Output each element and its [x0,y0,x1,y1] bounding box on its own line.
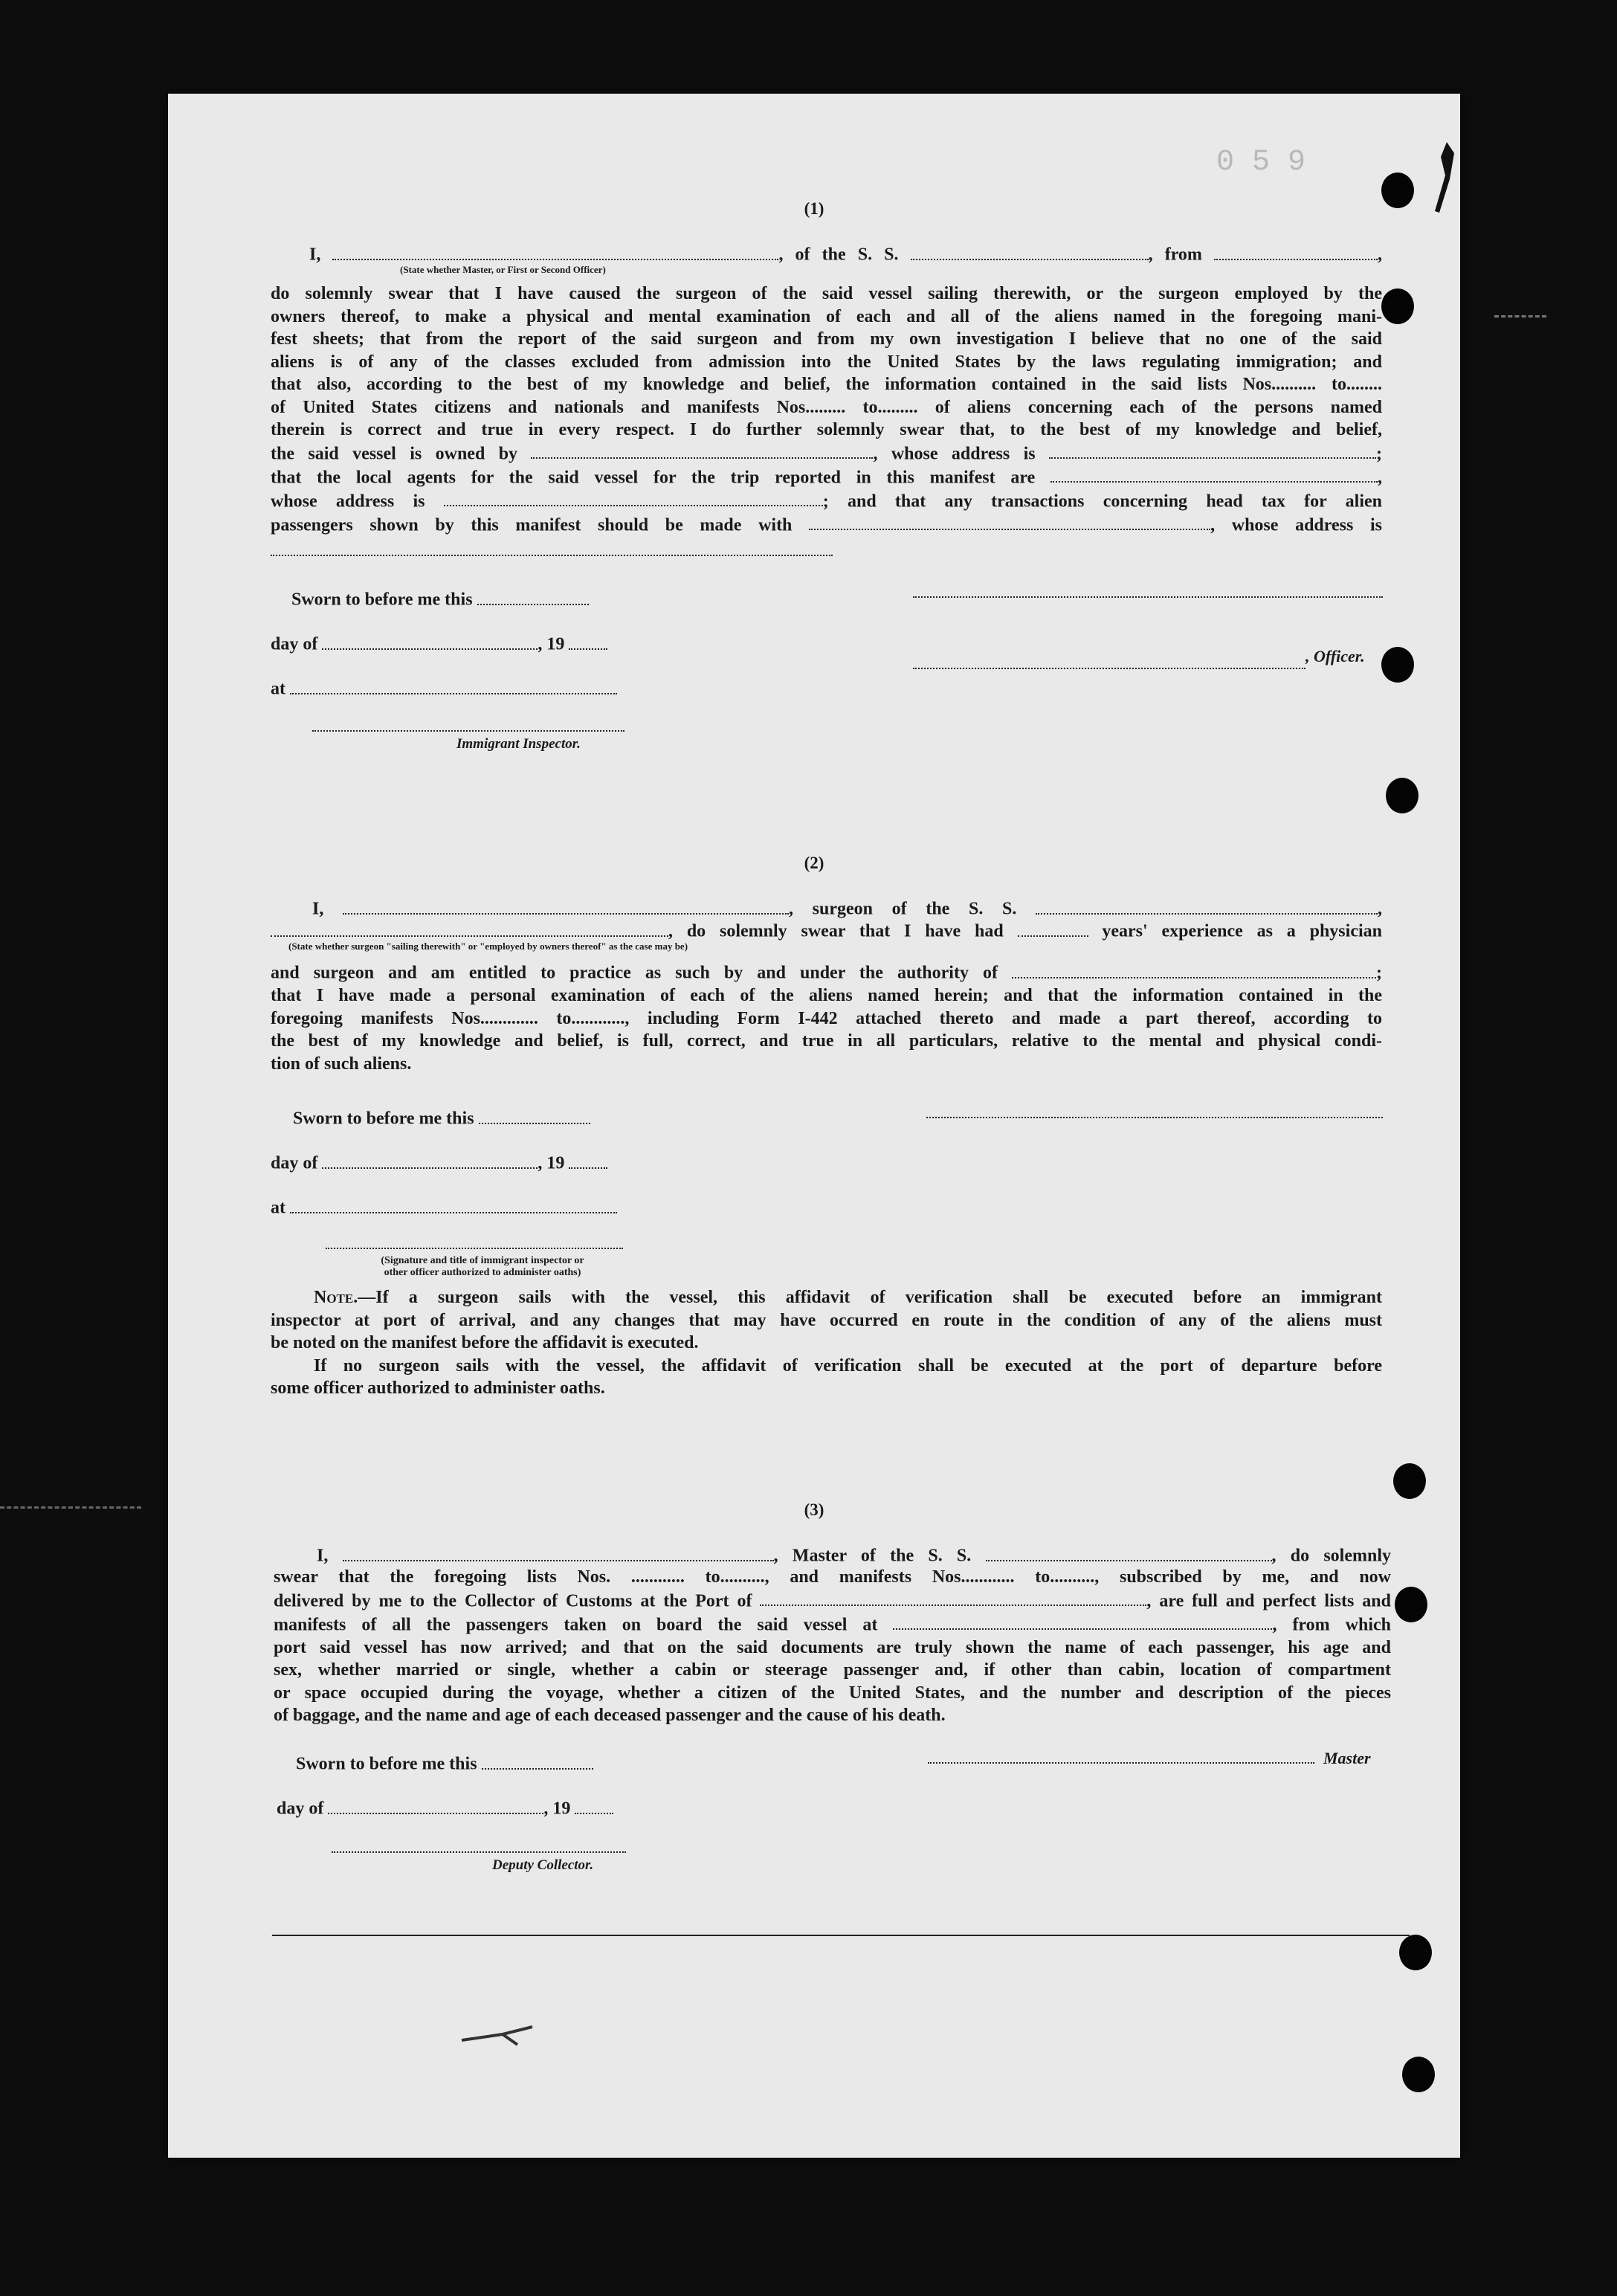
at-label-2: at [271,1196,617,1219]
collector-signature-line[interactable] [332,1851,626,1853]
sworn-day-field-3[interactable] [482,1752,593,1770]
inspector-label: Immigrant Inspector. [456,736,581,752]
section-2-heading-line: I, , surgeon of the S. S. , [312,897,1382,920]
punch-hole [1381,288,1414,324]
at-place-field-1[interactable] [290,677,617,694]
day-of-label-2: day of , 19 [271,1151,607,1175]
at-label-1: at [271,677,617,700]
punch-hole [1381,172,1414,208]
bleed-through-mark: 0 5 9 [1216,146,1306,179]
section-2-oath-text: and surgeon and am entitled to practice as such by and under the authority of ; that I have made a personal examination of each of the aliens named herein; and that the information contained in the foregoing manifests Nos............. to............, including Form I-442 attached thereto and made a part thereof, according to the best of my knowledge and belief, is full, correct, and true in all particulars, relative to the mental and physical condi- tion of such aliens. [271,961,1382,1075]
margin-mark [0,1506,141,1509]
verifier-signature-line[interactable] [326,1248,623,1249]
local-agents-field[interactable] [1050,465,1378,483]
margin-mark [1494,315,1546,317]
master-name-field[interactable] [343,1544,774,1561]
verifier-note-2: other officer authorized to administer oaths) [384,1267,581,1278]
officer-name-line[interactable] [913,596,1383,598]
from-port-field[interactable] [1214,242,1378,260]
section-3-oath-text: swear that the foregoing lists Nos. ............ to.........., and manifests Nos............ to.........., subscribed by me, and now delivered by me to the Collector of Customs at the Port of , are full and perfect lists and manifests of all the passengers taken on board the said vessel at , from which port said vessel has now arrived; and that on the said documents are truly shown the name of each passenger, his age and sex, whether married or single, whether a cabin or steerage passenger and, if other than cabin, location of compartment or space occupied during the voyage, whether a citizen of the United States, and the number and description of the pieces of baggage, and the name and age of each deceased passenger and the cause of his death. [274,1567,1392,1726]
section-1-heading-line: I, , of the S. S. , from , [309,242,1382,266]
sworn-label-3: Sworn to before me this [296,1752,593,1776]
rank-instruction: (State whether Master, or First or Second Officer) [400,264,606,275]
pencil-scratch-mark [458,2012,547,2049]
day-of-label-3: day of , 19 [277,1796,613,1820]
practice-authority-field[interactable] [1012,961,1376,978]
torn-corner-mark [1432,138,1469,220]
section-3-number: (3) [804,1500,824,1519]
section-3-heading-line: I, , Master of the S. S. , do solemnly [317,1544,1391,1567]
agents-address-field[interactable] [444,489,823,507]
surgeon-signature-line[interactable] [926,1117,1383,1118]
master-label: Master [1323,1749,1371,1767]
year-field-1[interactable] [569,632,607,650]
sworn-day-field-2[interactable] [479,1106,590,1124]
section-2-number: (2) [804,854,824,872]
punch-hole [1399,1935,1432,1970]
rank-field[interactable] [332,242,778,260]
officer-label: , Officer. [1305,647,1365,665]
bottom-rule [272,1935,1410,1936]
year-field-2[interactable] [569,1151,607,1169]
punch-hole [1386,778,1418,813]
vessel-name-field[interactable] [911,242,1149,260]
punch-hole [1381,647,1414,683]
inspector-signature-line[interactable] [312,730,624,732]
owner-field[interactable] [531,442,873,459]
at-place-field-2[interactable] [290,1196,617,1213]
note-label: Note. [314,1288,358,1307]
master-vessel-field[interactable] [986,1544,1272,1561]
surgeon-status-instruction: (State whether surgeon "sailing therewith" or "employed by owners thereof" as the case may be) [288,941,688,952]
section-2-note: Note.—If a surgeon sails with the vessel, this affidavit of verification shall be executed before an immigrant inspector at port of arrival, and any changes that may have occurred en route in the condition of any of the aliens must be noted on the manifest before the affidavit is executed. If no surgeon sails with the vessel, the affidavit of verification shall be executed at the port of departure before some officer authorized to administer oaths. [271,1288,1382,1398]
years-experience-field[interactable] [1018,919,1088,937]
surgeon-vessel-field[interactable] [1036,897,1378,915]
head-tax-address-field[interactable] [271,555,833,556]
port-of-arrival-field[interactable] [760,1589,1146,1607]
port-of-departure-field[interactable] [893,1613,1272,1631]
verifier-note-1: (Signature and title of immigrant inspector or [381,1255,584,1266]
surgeon-status-field[interactable] [271,919,668,937]
section-1-number: (1) [804,199,824,218]
day-of-label-1: day of , 19 [271,632,607,656]
surgeon-name-field[interactable] [343,897,789,915]
owner-address-field[interactable] [1049,442,1376,459]
month-field-1[interactable] [322,632,538,650]
collector-label: Deputy Collector. [492,1857,594,1873]
manifest-back-page: 0 5 9 (1) I, , of the S. S. , from , (State whether Master, or First or Second Officer) do solemnly swear that I have caused the surgeon of the said vessel sailing therewith, or the surgeon employed by the owners thereof, to make a physical and mental examination of each and all of the aliens named in the foregoing mani- fest sheets; that from the report of the said surgeon and from my own investigation I believe that no one of the said aliens is of any of the classes excluded from admission into the United States by the laws regulating immigration; and that also, according to the best of my knowledge and belief, the information contained in the said lists Nos.......... to........ of United States citizens and nationals and manifests Nos......... to......... of aliens concerning each of the persons named therein is correct and true in every respect. I do further solemnly swear that, to the best of my knowledge and belief, the said vessel is owned by , whose address is ; that the local agents for the said vessel for the trip reported in this manifest are , whose address is ; and that any transactions concerning head tax for alien passengers shown by this manifest should be made with , whose address is Sworn to before me this day of , 19 at Immigrant Inspector. , Officer. (2) I, , surgeon of the S. S. , , do solemnly swear that I have had years' experience as a physician (State whether surgeon "sailing therewith" or "employed by owners thereof" as the case may be) and surgeon and am entitled to practice as such by and under the authority of ; that I have made a personal examination of each of the aliens named herein; and that the information contained in the foregoing manifests Nos............. to............, including Form I-442 attached thereto and made a part thereof, according to the best of my knowledge and belief, is full, correct, and true in all particulars, relative to the mental and physical condi- tion of such aliens. Sworn to before me this day of , 19 at (Signature and title of immigrant inspector or other officer authorized to administer oaths) Note.—If a surgeon sails with the vessel, this affidavit of verification shall be executed before an immigrant inspector at port of arrival, and any changes that may have occurred en route in the condition of any of the aliens must be noted on the manifest before the affidavit is executed. If no surgeon sails with the vessel, the affidavit of verification shall be executed at the port of departure before some officer authorized to administer oaths. (3) I, , Master of the S. S. , do solemnly swear that the foregoing lists Nos. ............ to.........., and manifests Nos............ to.........., subscribed by me, and now delivered by me to the Collector of Customs at the Port of , are full and perfect lists and manifests of all the passengers taken on board the said vessel at , from which port said vessel has now arrived; and that on the said documents are truly shown the name of each passenger, his age and sex, whether married or single, whether a cabin or steerage passenger and, if other than cabin, location of compartment or space occupied during the voyage, whether a citizen of the United States, and the number and description of the pieces of baggage, and the name and age of each deceased passenger and the cause of his death. Sworn to before me this Master day of , 19 Deputy Collector. [168,94,1460,2158]
sworn-label-2: Sworn to before me this [293,1106,590,1130]
year-field-3[interactable] [575,1796,613,1814]
master-signature-line[interactable] [928,1762,1314,1764]
month-field-2[interactable] [322,1151,538,1169]
punch-hole [1395,1587,1427,1622]
officer-signature-line[interactable] [913,668,1305,669]
sworn-label-1: Sworn to before me this [291,587,589,611]
section-1-oath-text: do solemnly swear that I have caused the surgeon of the said vessel sailing therewith, or the surgeon employed by the owners thereof, to make a physical and mental examination of each and all of the aliens named in the foregoing mani- fest sheets; that from the report of the said surgeon and from my own investigation I believe that no one of the said aliens is of any of the classes excluded from admission into the United States by the laws regulating immigration; and that also, according to the best of my knowledge and belief, the information contained in the said lists Nos.......... to........ of United States citizens and nationals and manifests Nos......... to......... of aliens concerning each of the persons named therein is correct and true in every respect. I do further solemnly swear that, to the best of my knowledge and belief, the said vessel is owned by , whose address is ; that the local agents for the said vessel for the trip reported in this manifest are , whose address is ; and that any transactions concerning head tax for alien passengers shown by this manifest should be made with , whose address is [271,284,1382,535]
punch-hole [1393,1463,1426,1499]
month-field-3[interactable] [328,1796,543,1814]
sworn-day-field-1[interactable] [477,587,589,605]
head-tax-party-field[interactable] [809,513,1210,531]
punch-hole [1402,2057,1435,2092]
